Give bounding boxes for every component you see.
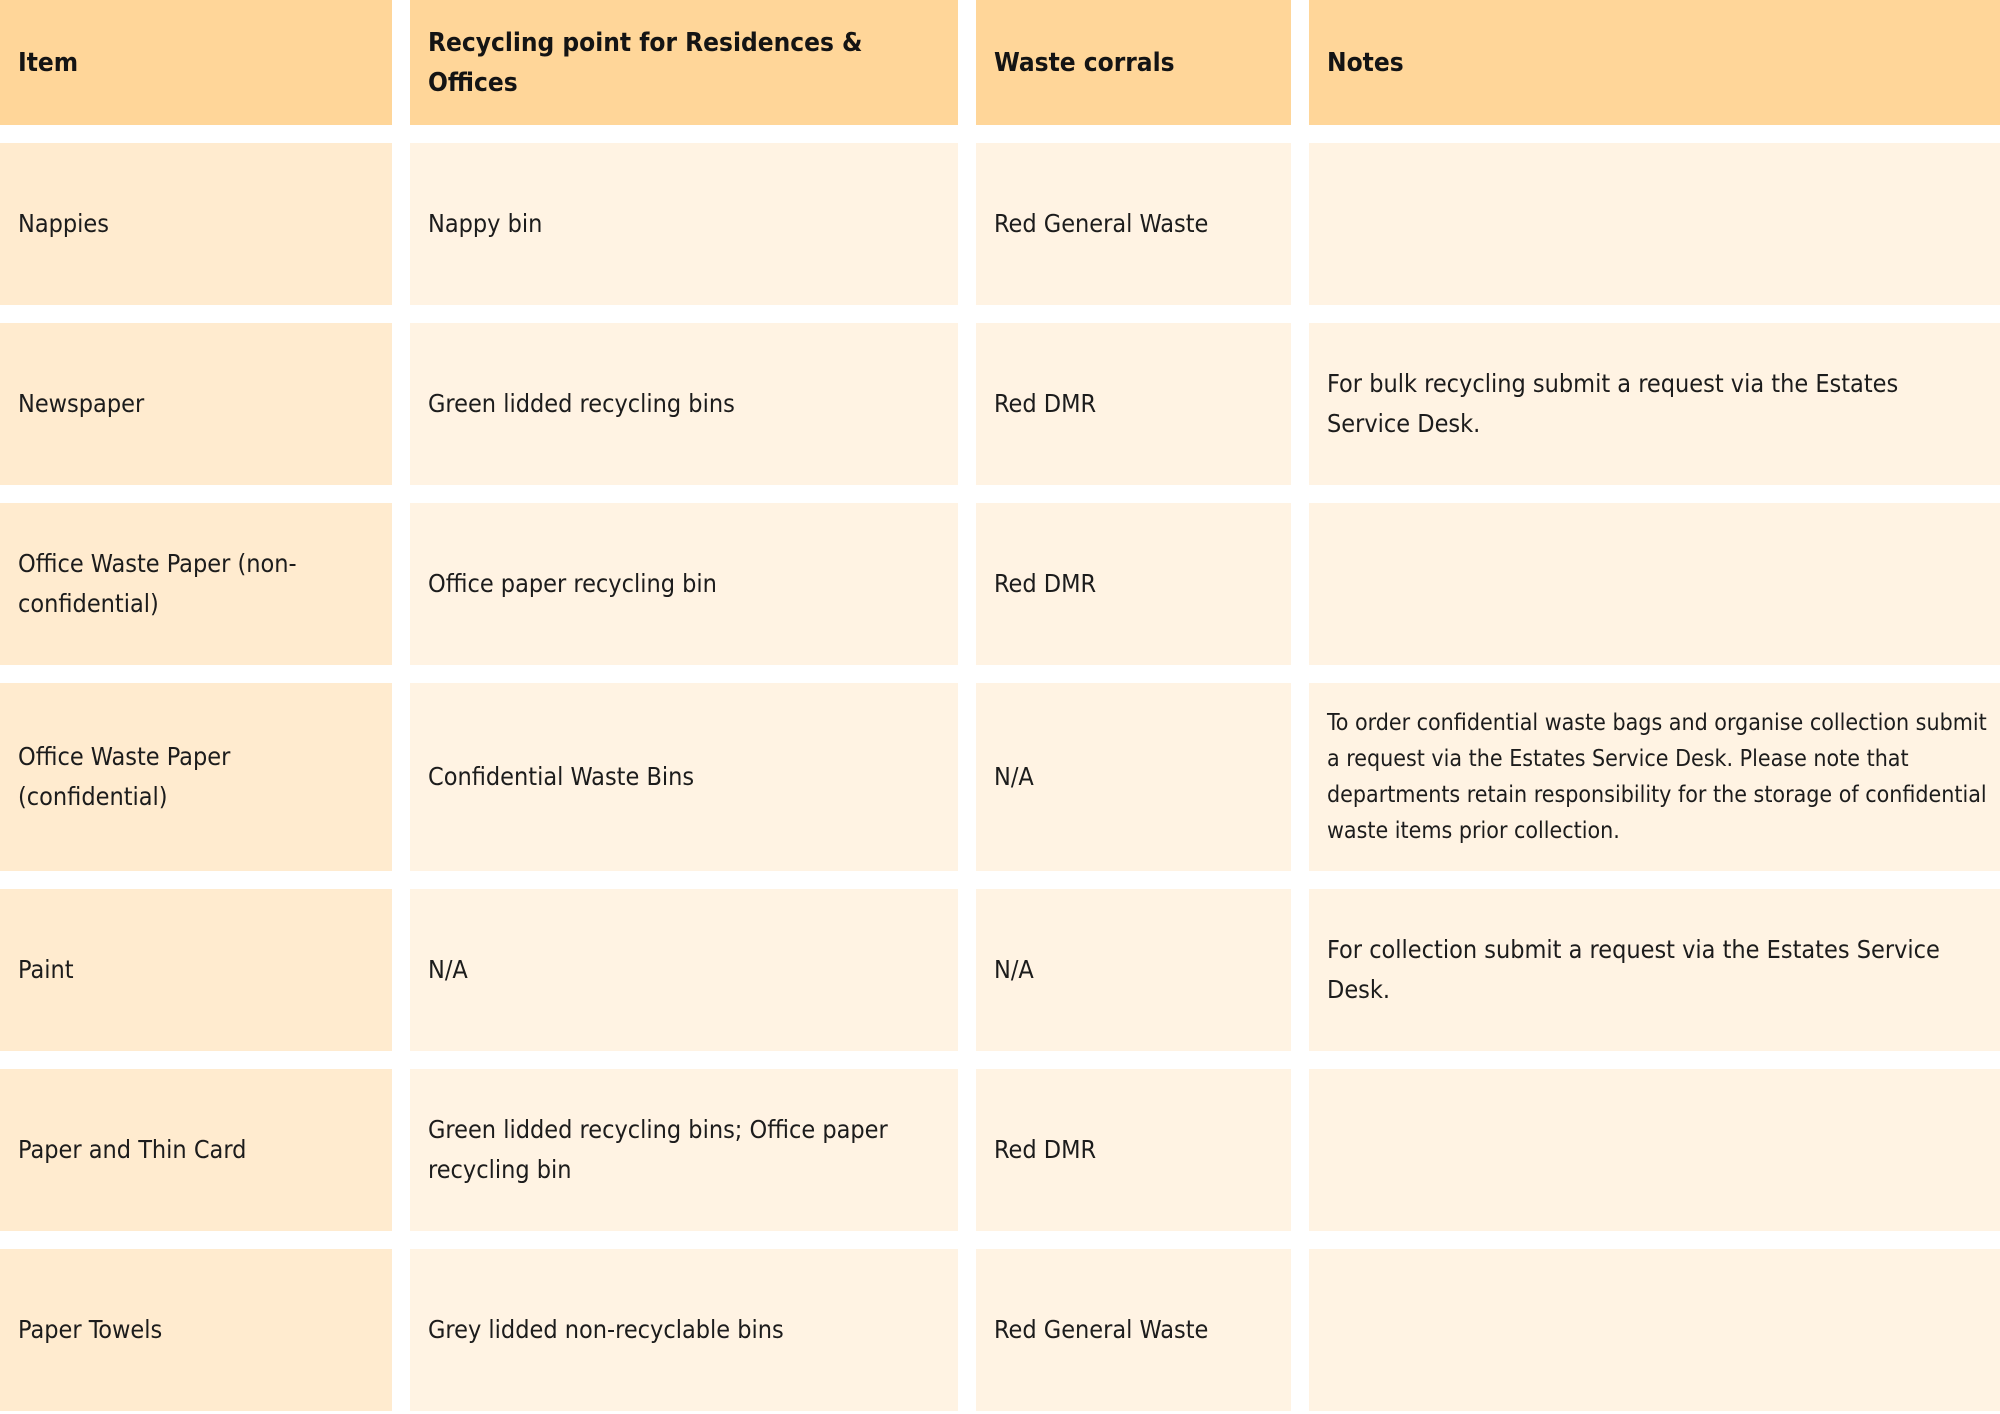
header-item: Item <box>0 0 392 125</box>
row-recycling-point: Office paper recycling bin <box>410 503 958 665</box>
row-item: Paper Towels <box>0 1249 392 1411</box>
row-waste-corrals: N/A <box>976 889 1291 1051</box>
row-notes <box>1309 1069 2000 1231</box>
row-notes <box>1309 1249 2000 1411</box>
row-item: Paint <box>0 889 392 1051</box>
header-recycling-point: Recycling point for Residences & Offices <box>410 0 958 125</box>
header-notes: Notes <box>1309 0 2000 125</box>
row-notes: For collection submit a request via the Estates Service Desk. <box>1309 889 2000 1051</box>
row-item: Nappies <box>0 143 392 305</box>
row-waste-corrals: N/A <box>976 683 1291 871</box>
row-recycling-point: Green lidded recycling bins; Office paper recycling bin <box>410 1069 958 1231</box>
row-item: Paper and Thin Card <box>0 1069 392 1231</box>
header-waste-corrals: Waste corrals <box>976 0 1291 125</box>
row-waste-corrals: Red DMR <box>976 503 1291 665</box>
row-item: Office Waste Paper (non-confidential) <box>0 503 392 665</box>
row-recycling-point: Confidential Waste Bins <box>410 683 958 871</box>
row-waste-corrals: Red General Waste <box>976 143 1291 305</box>
row-waste-corrals: Red DMR <box>976 323 1291 485</box>
row-waste-corrals: Red DMR <box>976 1069 1291 1231</box>
row-recycling-point: Grey lidded non-recyclable bins <box>410 1249 958 1411</box>
row-recycling-point: Green lidded recycling bins <box>410 323 958 485</box>
row-waste-corrals: Red General Waste <box>976 1249 1291 1411</box>
row-item: Office Waste Paper (confidential) <box>0 683 392 871</box>
row-notes: For bulk recycling submit a request via the Estates Service Desk. <box>1309 323 2000 485</box>
row-notes <box>1309 503 2000 665</box>
row-notes: To order confidential waste bags and organise collection submit a request via the Estates Service Desk. Please note that departments retain responsibility for the storage of confidential waste items prior collection. <box>1309 683 2000 871</box>
row-notes <box>1309 143 2000 305</box>
row-item: Newspaper <box>0 323 392 485</box>
row-recycling-point: Nappy bin <box>410 143 958 305</box>
row-recycling-point: N/A <box>410 889 958 1051</box>
